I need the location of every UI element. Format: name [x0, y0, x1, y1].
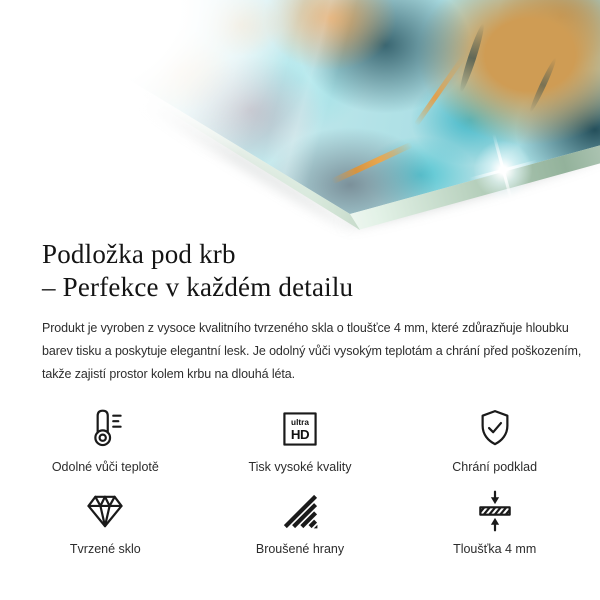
- feature-polished-edges: [203, 489, 398, 556]
- features-grid: [8, 407, 592, 556]
- page-title-line-2: – Perfekce v každém detailu: [42, 272, 354, 302]
- feature-label: Chrání podklad: [452, 460, 538, 474]
- gold-vein: [414, 55, 466, 127]
- beveled-edges-icon: [278, 489, 322, 533]
- feature-print-quality: [203, 407, 398, 474]
- shield-check-icon: [473, 407, 517, 451]
- ultra-hd-badge-bottom: HD: [290, 427, 310, 443]
- thermometer-icon: [83, 407, 127, 451]
- intro-line: barev tisku a poskytuje elegantní lesk. Je odolný vůči vysokým teplotám a chrání před poškozením,: [42, 344, 582, 358]
- feature-label: Tisk vysoké kvality: [248, 460, 352, 474]
- feature-heat-resistant: [8, 407, 203, 474]
- page-title: [42, 238, 558, 304]
- gold-vein: [331, 142, 413, 185]
- feature-label: Tvrzené sklo: [69, 542, 141, 556]
- intro-paragraph: [42, 317, 582, 386]
- intro-line: takže zajistí prostor kolem krbu na dlouhá léta.: [42, 367, 295, 381]
- feature-tempered-glass: [8, 489, 203, 556]
- feature-thickness: [397, 489, 592, 556]
- feature-label: Broušené hrany: [255, 542, 345, 556]
- thickness-icon: [473, 489, 517, 533]
- feature-label: Tloušťka 4 mm: [453, 542, 537, 556]
- ultra-hd-badge-top: ultra: [291, 417, 309, 427]
- dark-vein: [528, 57, 559, 114]
- intro-line: Produkt je vyroben z vysoce kvalitního tvrzeného skla o tloušťce 4 mm, které zdůrazňuje hloubku: [42, 321, 569, 335]
- page-title-line-1: Podložka pod krb: [42, 239, 236, 269]
- diamond-icon: [83, 489, 127, 533]
- product-hero-image: [0, 0, 600, 232]
- ultra-hd-icon: [278, 407, 322, 451]
- feature-label: Odolné vůči teplotě: [51, 460, 159, 474]
- feature-protects-floor: [397, 407, 592, 474]
